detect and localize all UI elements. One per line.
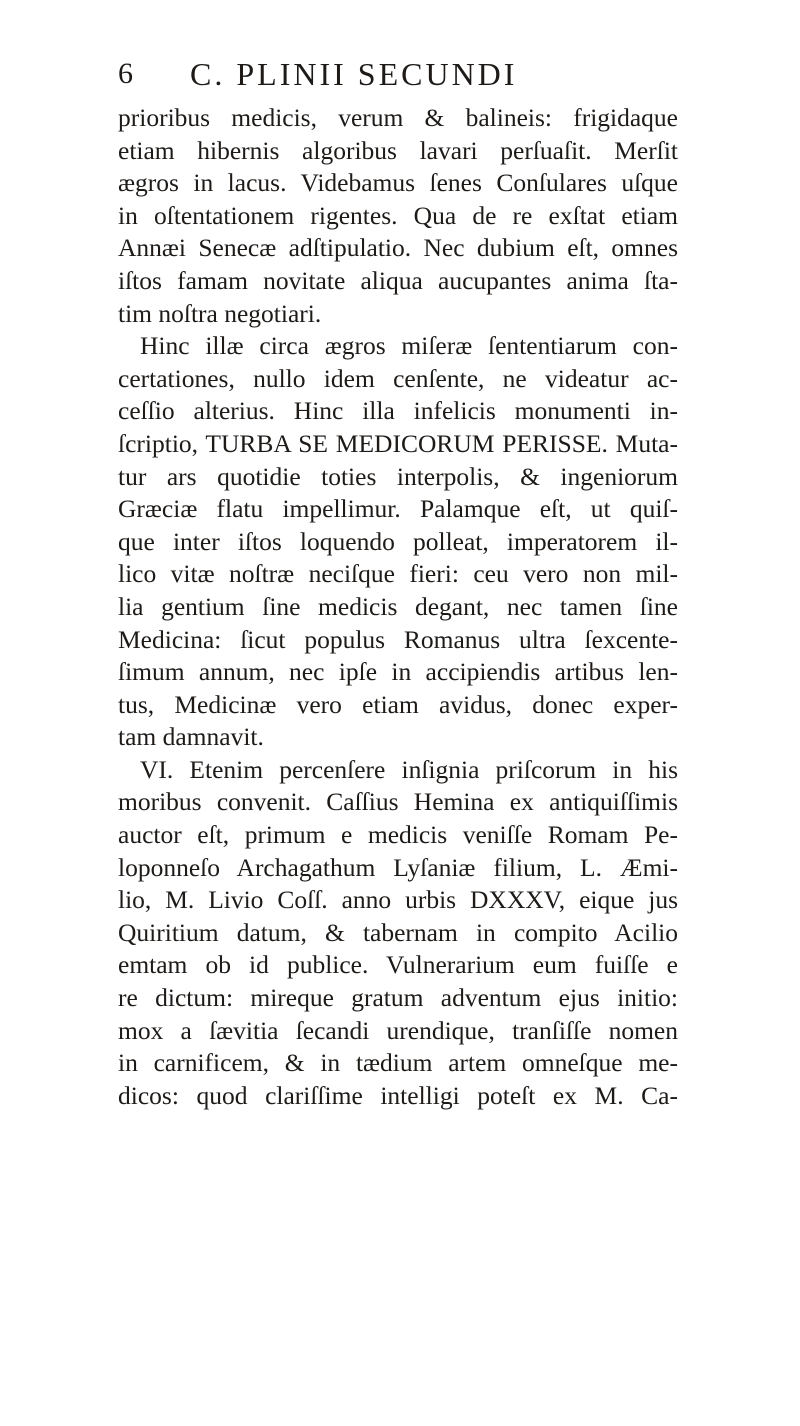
text-line: lia gentium ſine medicis degant, nec tamen ſine (118, 591, 678, 621)
text-line: re dictum: mireque gratum adventum ejus initio: (118, 983, 678, 1013)
text-line: Græciæ flatu impellimur. Palamque eſt, ut quiſ- (118, 494, 678, 524)
text-line: tur ars quotidie toties interpolis, & ingeniorum (118, 461, 678, 491)
text-line: Quiritium datum, & tabernam in compito Acilio (118, 917, 678, 947)
text-line: lio, M. Livio Coſſ. anno urbis DXXXV, eique jus (118, 885, 678, 915)
text-line: auctor eſt, primum e medicis veniſſe Romam Pe- (118, 820, 678, 850)
text-line: emtam ob id publice. Vulnerarium eum fuiſſe e (118, 950, 678, 980)
text-line: etiam hibernis algoribus lavari perſuaſit. Merſit (118, 135, 678, 165)
text-line: ſimum annum, nec ipſe in accipiendis artibus len- (118, 657, 678, 687)
text-line: Medicina: ſicut populus Romanus ultra ſexcente- (118, 624, 678, 654)
text-line: tus, Medicinæ vero etiam avidus, donec exper- (118, 689, 678, 719)
text-line: iſtos famam novitate aliqua aucupantes anima ſta- (118, 265, 678, 295)
text-line: tim noſtra negotiari. (118, 298, 322, 328)
text-line: ægros in lacus. Videbamus ſenes Conſulares uſque (118, 168, 678, 198)
text-line: mox a ſævitia ſecandi urendique, tranſiſſe nomen (118, 1015, 678, 1045)
text-line: certationes, nullo idem cenſente, ne videatur ac- (118, 363, 678, 393)
text-line: moribus convenit. Caſſius Hemina ex antiquiſſimis (118, 787, 678, 817)
text-line: ſcriptio, TURBA SE MEDICORUM PERISSE. Muta- (118, 428, 678, 458)
text-line: dicos: quod clariſſime intelligi poteſt ex M. Ca- (118, 1080, 678, 1110)
running-head (118, 54, 678, 94)
page-title: C. PLINII SECUNDI (190, 55, 518, 92)
body-text (118, 102, 678, 1112)
text-line: que inter iſtos loquendo polleat, imperatorem il- (118, 526, 678, 556)
text-line: in carnificem, & in tædium artem omneſque me- (118, 1048, 678, 1078)
text-line: Annæi Senecæ adſtipulatio. Nec dubium eſt, omnes (118, 233, 678, 263)
text-line: in oſtentationem rigentes. Qua de re exſtat etiam (118, 200, 678, 230)
text-line: ceſſio alterius. Hinc illa infelicis monumenti in- (118, 396, 678, 426)
text-line: Hinc illæ circa ægros miſeræ ſententiarum con- (140, 331, 678, 361)
text-line: VI. Etenim percenſere inſignia priſcorum in his (140, 754, 678, 784)
page-number: 6 (118, 57, 133, 90)
text-line: lico vitæ noſtræ neciſque fieri: ceu vero non mil- (118, 559, 678, 589)
text-line: tam damnavit. (118, 722, 264, 752)
text-line: prioribus medicis, verum & balineis: frigidaque (118, 103, 678, 132)
text-line: loponneſo Archagathum Lyſaniæ filium, L. Æmi- (118, 852, 678, 882)
